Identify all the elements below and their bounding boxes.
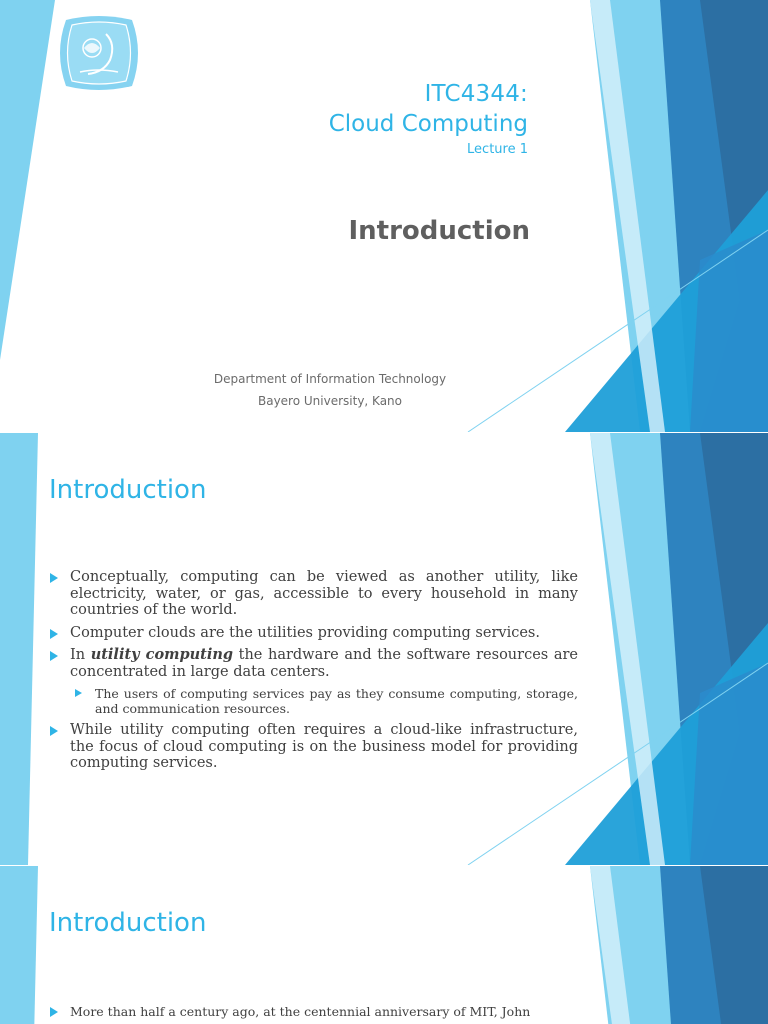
course-code: ITC4344: (424, 81, 528, 107)
university-name: Bayero University, Kano (257, 394, 403, 408)
slide-topic: Introduction (348, 216, 530, 246)
list-item (48, 625, 578, 642)
bullet-arrow-icon (75, 689, 82, 697)
bullet-list (48, 569, 578, 778)
bullet-arrow-icon (50, 629, 58, 639)
emphasized-term: utility computing (90, 646, 234, 663)
slide-decoration (0, 866, 768, 1024)
university-logo (58, 16, 140, 90)
slide-heading: Introduction (49, 475, 207, 505)
content-slide-2 (0, 866, 768, 1024)
list-item (48, 722, 578, 772)
title-slide (0, 0, 768, 432)
lecture-number: Lecture 1 (467, 142, 528, 157)
department-name: Department of Information Technology (213, 372, 447, 386)
bullet-text: While utility computing often requires a cloud-like infrastructure, the focus of cloud computing is on the business model for providing computing services. (70, 722, 578, 771)
bullet-arrow-icon (50, 573, 58, 583)
sub-bullet-text: The users of computing services pay as they consume computing, storage, and communication resources. (95, 686, 578, 716)
content-slide-1 (0, 433, 768, 865)
bullet-text-prefix: In (70, 647, 91, 663)
list-item (48, 569, 578, 619)
bullet-arrow-icon (50, 651, 58, 661)
list-item (48, 647, 578, 680)
bullet-text-suffix: the hardware and the software resources are concentrated in large data centers. (70, 647, 578, 680)
sub-list-item (73, 686, 578, 716)
bullet-text: Conceptually, computing can be viewed as another utility, like electricity, water, or gas, accessible to every household in many countries of the world. (70, 569, 578, 618)
bullet-text: Computer clouds are the utilities providing computing services. (70, 624, 540, 641)
bullet-text: More than half a century ago, at the centennial anniversary of MIT, John (70, 1004, 531, 1019)
course-name: Cloud Computing (328, 111, 528, 137)
bullet-arrow-icon (50, 726, 58, 736)
bullet-arrow-icon (50, 1007, 58, 1017)
slide-heading: Introduction (49, 908, 207, 938)
list-item (48, 1004, 590, 1019)
